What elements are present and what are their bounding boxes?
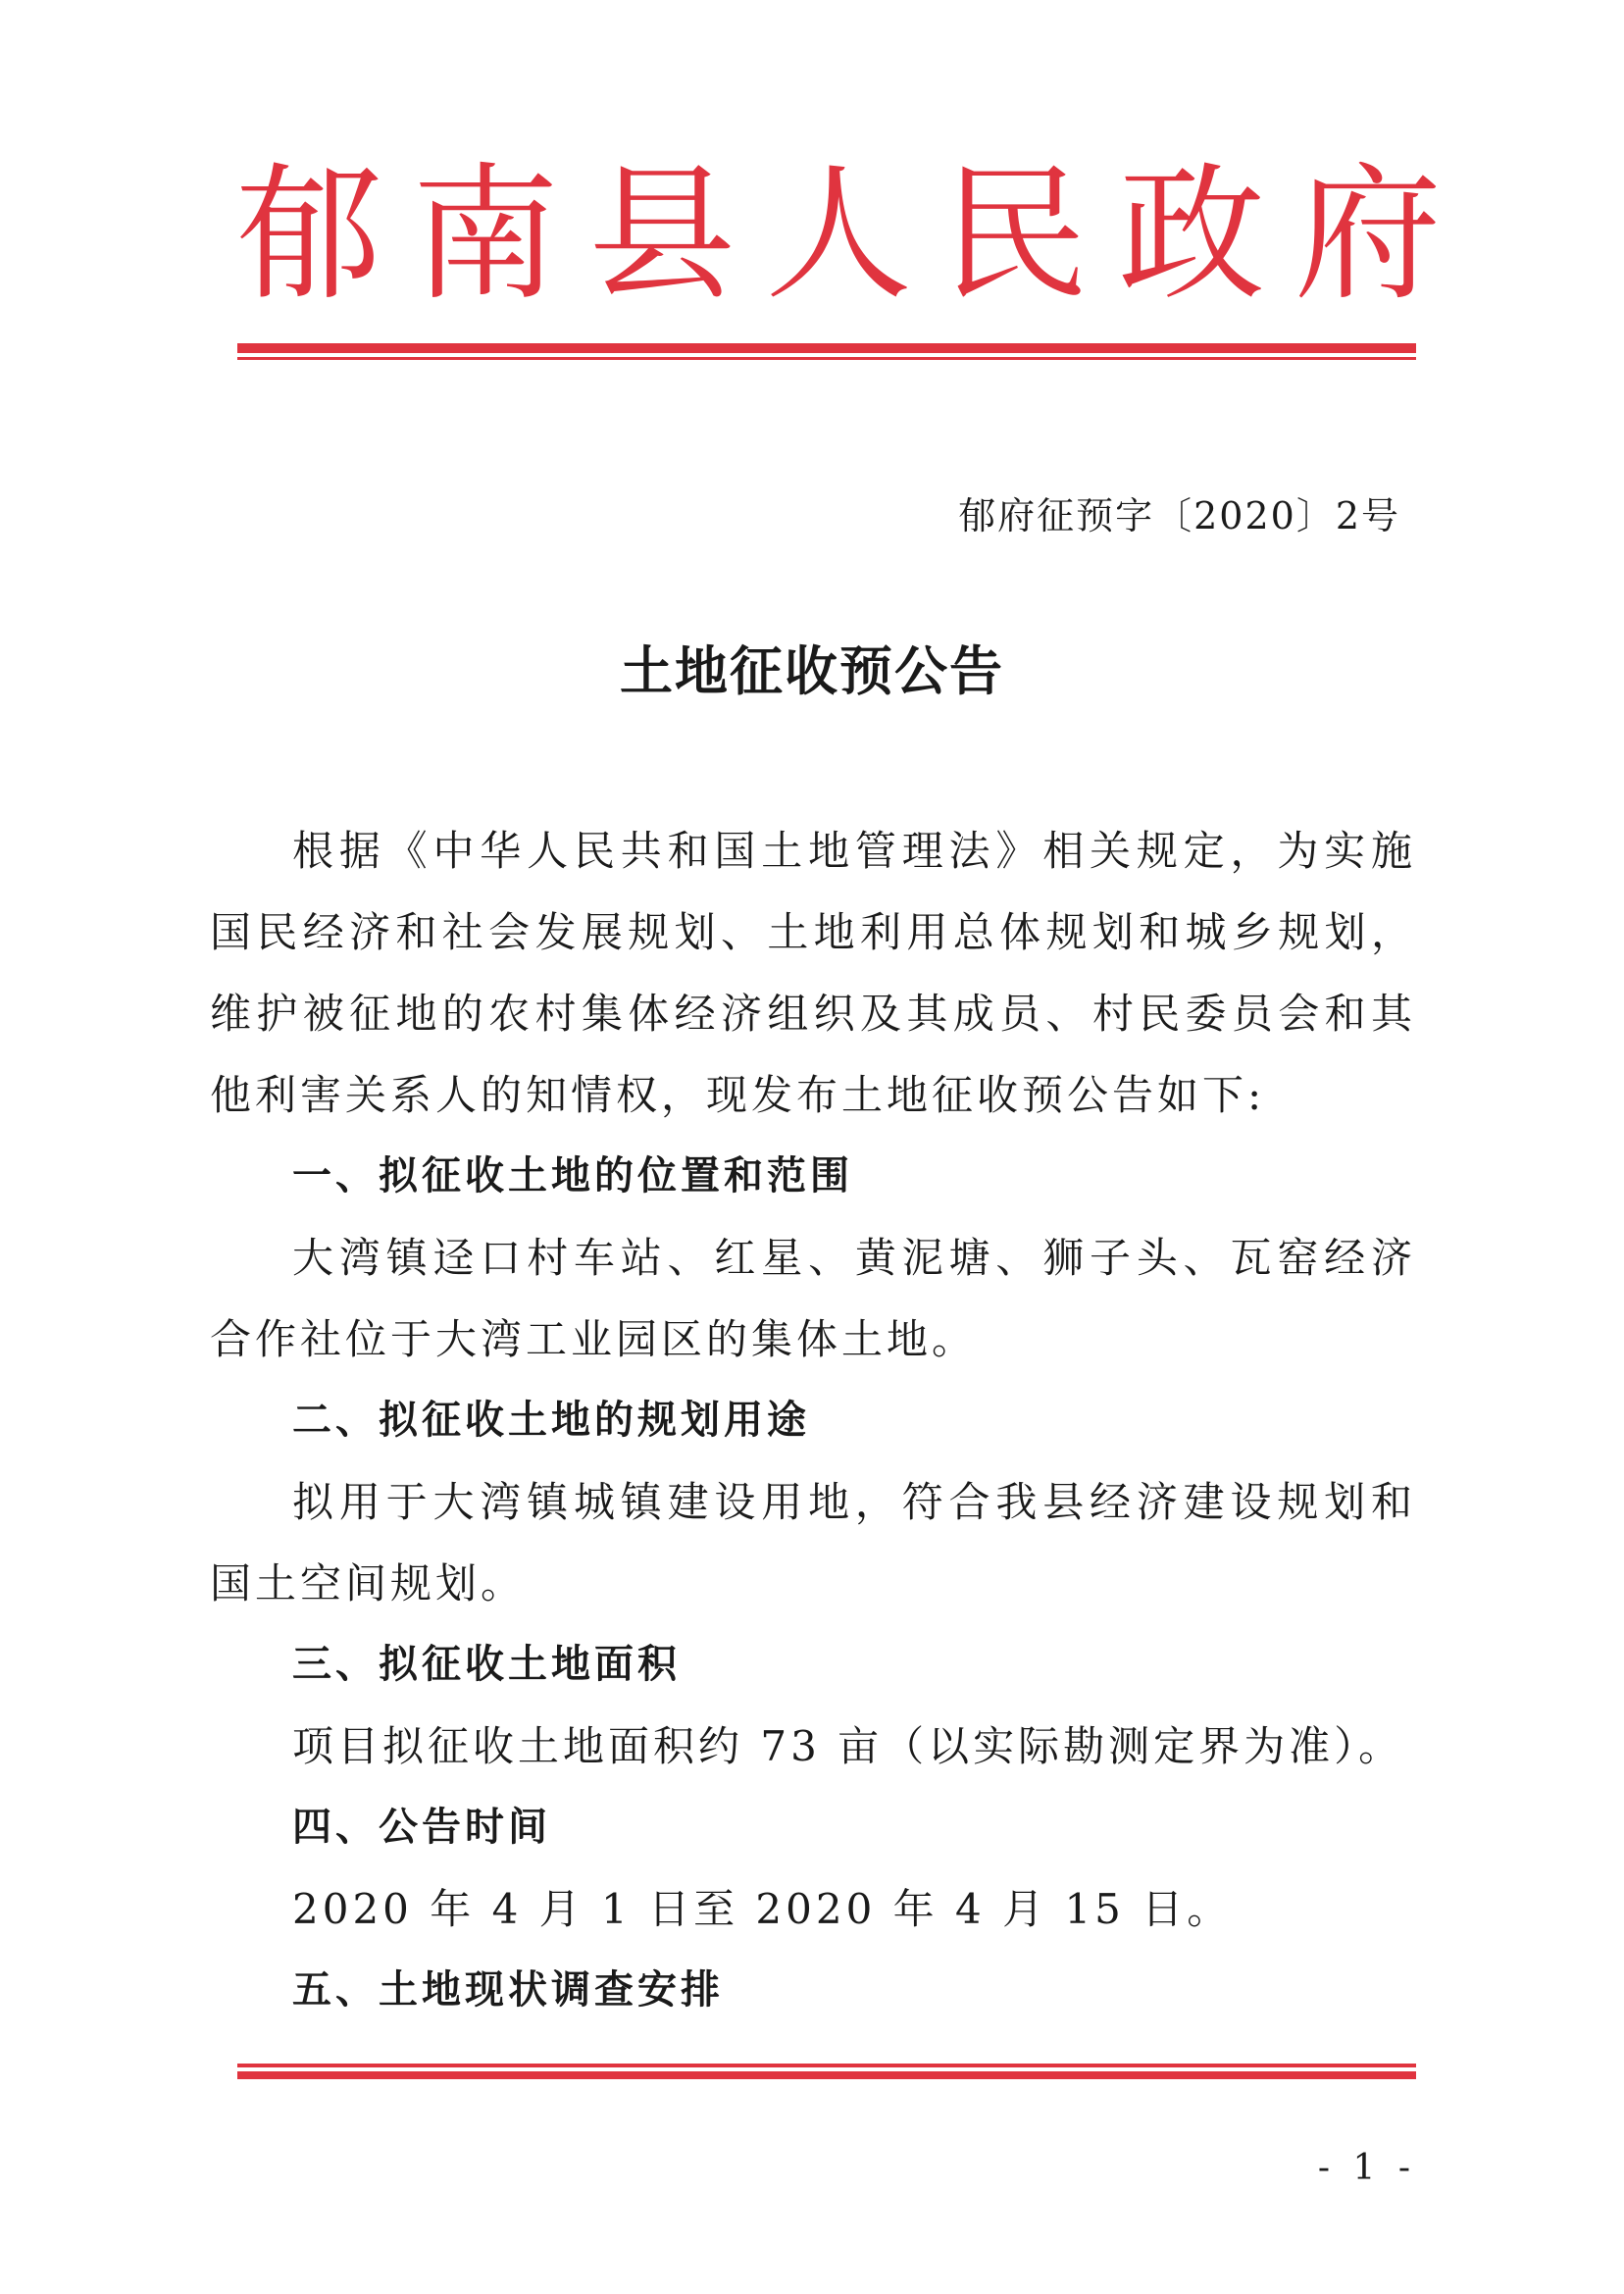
document-title: 土地征收预公告 xyxy=(620,640,1004,702)
document-body xyxy=(210,810,1416,2031)
section-heading-area: 三、拟征收土地面积 xyxy=(292,1642,681,1687)
header-red-rule xyxy=(237,343,1416,353)
document-number: 郁府征预字〔2020〕2号 xyxy=(958,494,1400,537)
footer-red-rule xyxy=(237,2064,1416,2067)
section-text-area: 项目拟征收土地面积约 73 亩（以实际勘测定界为准）。 xyxy=(292,1722,1404,1770)
section-heading-survey-arrangement: 五、土地现状调查安排 xyxy=(292,1967,724,2013)
section-heading-location: 一、拟征收土地的位置和范围 xyxy=(292,1153,853,1198)
intro-paragraph: 根据《中华人民共和国土地管理法》相关规定，为实施国民经济和社会发展规划、土地利用总体规划和城乡规划，维护被征地的农村集体经济组织及其成员、村民委员会和其他利害关系人的知情权，现发布土地征收预公告如下: xyxy=(210,827,1416,1119)
section-text-notice-period: 2020 年 4 月 1 日至 2020 年 4 月 15 日。 xyxy=(292,1885,1233,1933)
page-number: - 1 - xyxy=(1317,2148,1416,2188)
section-text-location: 大湾镇迳口村车站、红星、黄泥塘、狮子头、瓦窑经济合作社位于大湾工业园区的集体土地。 xyxy=(210,1234,1416,1363)
issuer-masthead: 郁南县人民政府 xyxy=(235,150,1472,321)
section-text-planned-use: 拟用于大湾镇城镇建设用地，符合我县经济建设规划和国土空间规划。 xyxy=(210,1478,1416,1607)
section-heading-notice-period: 四、公告时间 xyxy=(292,1805,551,1850)
section-heading-planned-use: 二、拟征收土地的规划用途 xyxy=(292,1398,810,1443)
